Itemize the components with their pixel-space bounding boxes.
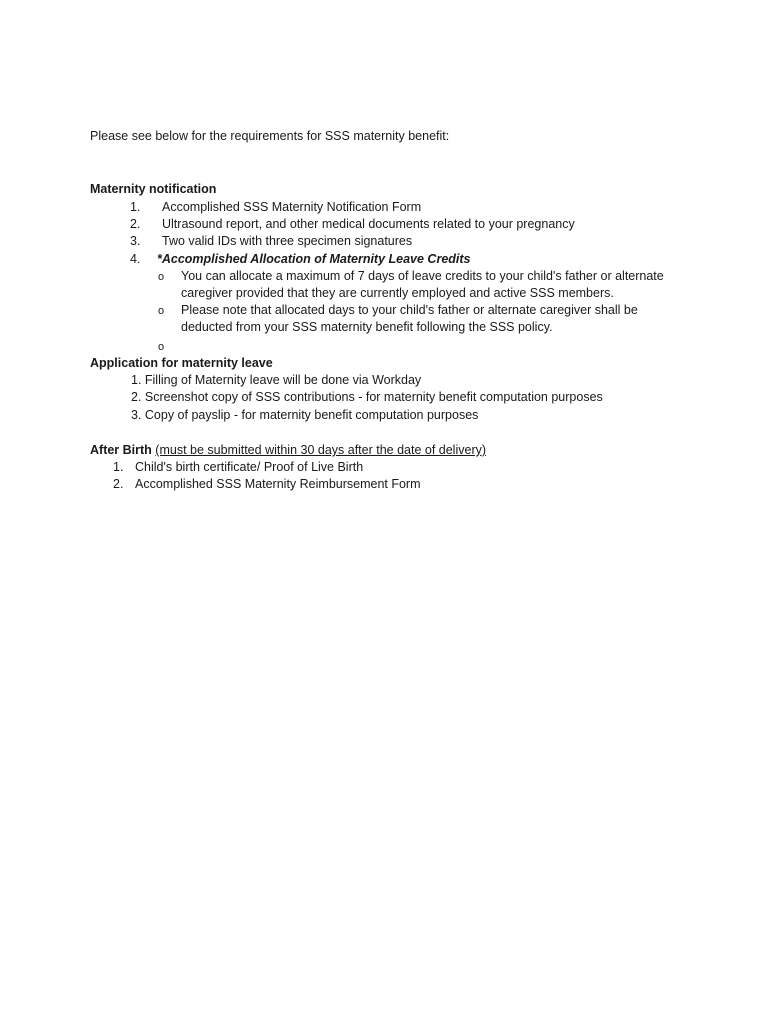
maternity-notification-heading: Maternity notification <box>90 182 217 196</box>
list-item: Two valid IDs with three specimen signatures <box>162 234 413 248</box>
list-item-number: 3. <box>130 234 141 248</box>
list-item-number: 4. <box>130 252 141 266</box>
list-item-emphasis: *Accomplished Allocation of Maternity Leave Credits <box>157 252 471 266</box>
after-birth-line <box>90 442 486 459</box>
list-item-number: 1. <box>130 200 141 214</box>
application-heading: Application for maternity leave <box>90 356 273 370</box>
list-item: 1. Filling of Maternity leave will be done via Workday <box>131 373 422 387</box>
bullet-glyph: o <box>158 271 165 283</box>
after-birth-note: (must be submitted within 30 days after the date of delivery) <box>155 443 487 457</box>
intro-text: Please see below for the requirements for SSS maternity benefit: <box>90 129 450 143</box>
bullet-text: caregiver provided that they are currently employed and active SSS members. <box>181 286 614 300</box>
list-item: Ultrasound report, and other medical documents related to your pregnancy <box>162 217 575 231</box>
list-item-number: 2. <box>130 217 141 231</box>
list-item: Child's birth certificate/ Proof of Live Birth <box>135 460 364 474</box>
list-item-number: 2. <box>113 477 124 491</box>
list-item-number: 1. <box>113 460 124 474</box>
list-item: Accomplished SSS Maternity Notification Form <box>162 200 422 214</box>
bullet-text: Please note that allocated days to your child's father or alternate caregiver shall be <box>181 303 638 317</box>
after-birth-heading: After Birth <box>90 443 152 457</box>
bullet-text: deducted from your SSS maternity benefit following the SSS policy. <box>181 320 553 334</box>
list-item: Accomplished SSS Maternity Reimbursement Form <box>135 477 421 491</box>
bullet-text: You can allocate a maximum of 7 days of leave credits to your child's father or alternate <box>181 269 664 283</box>
bullet-glyph: o <box>158 305 165 317</box>
list-item: 2. Screenshot copy of SSS contributions - for maternity benefit computation purposes <box>131 390 603 404</box>
bullet-glyph: o <box>158 341 165 353</box>
list-item: 3. Copy of payslip - for maternity benefit computation purposes <box>131 408 479 422</box>
